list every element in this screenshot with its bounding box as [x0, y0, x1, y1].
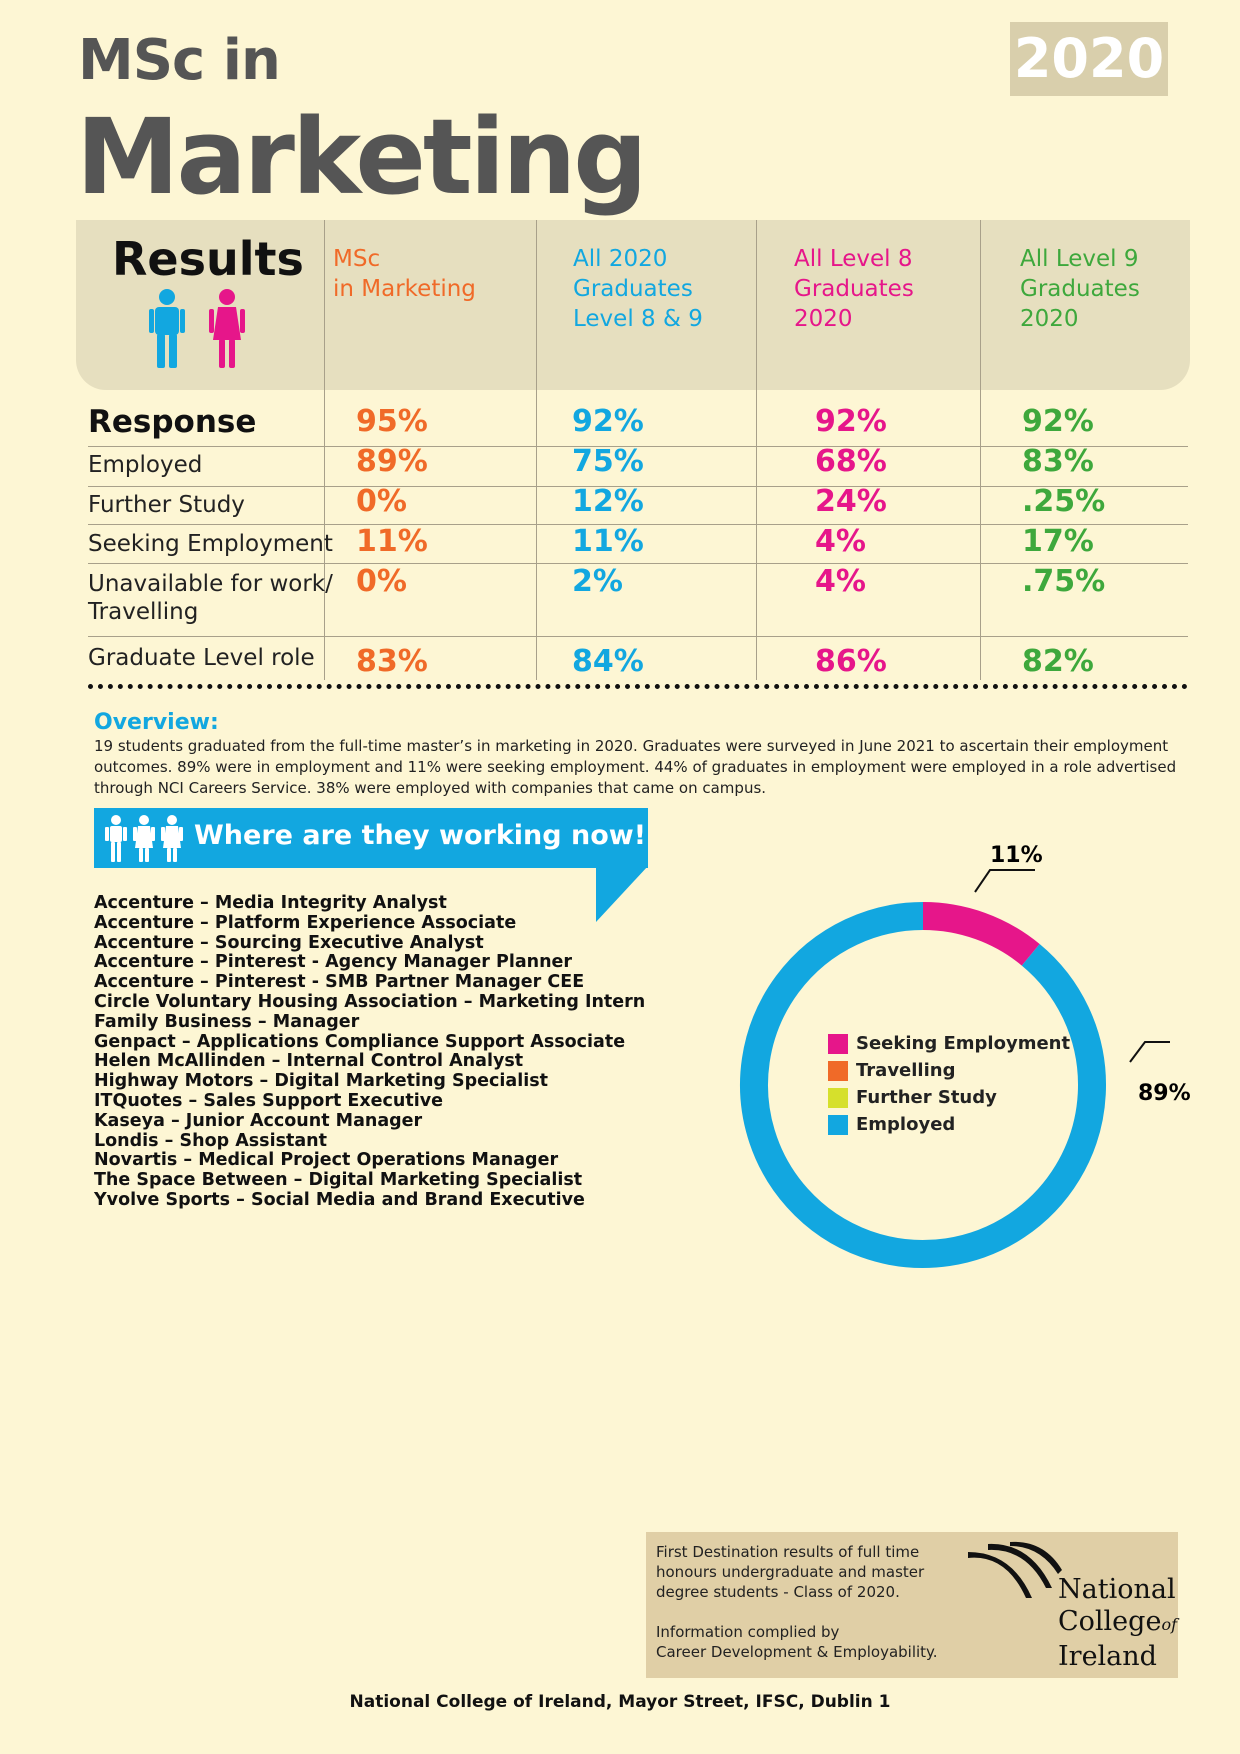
table-cell: 24%: [815, 484, 887, 519]
table-cell: 2%: [572, 564, 623, 599]
table-cell: 86%: [815, 644, 887, 679]
label-leader-line: [975, 870, 1035, 892]
table-cell: 4%: [815, 564, 866, 599]
list-item: ITQuotes – Sales Support Executive: [94, 1090, 443, 1111]
table-cell: .75%: [1022, 564, 1106, 599]
row-label-graduate-level-role: Graduate Level role: [88, 645, 315, 671]
logo-line: Ireland: [1058, 1641, 1157, 1672]
legend-swatch: [828, 1088, 848, 1108]
nci-logo-text: [1058, 1574, 1177, 1673]
table-cell: 0%: [356, 484, 407, 519]
list-item: The Space Between – Digital Marketing Specialist: [94, 1170, 583, 1191]
column-divider: [980, 220, 981, 680]
legend-label: Seeking Employment: [856, 1033, 1071, 1054]
legend-item: [828, 1084, 1070, 1111]
footer-line: Information complied by: [656, 1623, 840, 1641]
row-label-seeking-employment: Seeking Employment: [88, 531, 333, 557]
overview-text: 19 students graduated from the full-time master’s in marketing in 2020. Graduates were surveyed in June 2021 to ascertain their employment outcomes. 89% were in employment and 11% were seeking employment. 44% of graduates in employment were employed in a role advertised through NCI Careers Service. 38% were employed with companies that came on campus.: [94, 737, 1177, 797]
list-item: Yvolve Sports – Social Media and Brand Executive: [94, 1189, 585, 1210]
table-cell: 84%: [572, 644, 644, 679]
list-item: Circle Voluntary Housing Association – Marketing Intern: [94, 991, 646, 1012]
row-divider: [88, 636, 1188, 637]
year-badge: 2020: [1010, 22, 1168, 96]
column-header-line: MSc: [333, 246, 381, 272]
list-item: Family Business – Manager: [94, 1011, 360, 1032]
list-item: Londis – Shop Assistant: [94, 1130, 328, 1151]
footer-line: First Destination results of full time: [656, 1543, 920, 1561]
table-cell: 0%: [356, 564, 407, 599]
logo-of: of: [1161, 1615, 1177, 1634]
footer-note: [656, 1542, 956, 1662]
male-person-icon: [144, 288, 190, 370]
table-cell: 83%: [356, 644, 428, 679]
table-cell: 68%: [815, 444, 887, 479]
table-cell: 4%: [815, 524, 866, 559]
legend-label: Travelling: [856, 1060, 956, 1081]
column-header-msc: [333, 244, 476, 304]
footer-line: degree students - Class of 2020.: [656, 1583, 900, 1601]
row-label-employed: Employed: [88, 452, 203, 478]
column-header-line: Graduates: [1020, 276, 1140, 302]
legend-swatch: [828, 1061, 848, 1081]
column-header-line: Level 8 & 9: [573, 306, 703, 332]
table-cell: 75%: [572, 444, 644, 479]
legend-item: [828, 1057, 1070, 1084]
legend-item: [828, 1030, 1070, 1057]
page-title-line1: MSc in: [78, 28, 280, 93]
row-label-line: Travelling: [88, 599, 199, 625]
working-banner-title: Where are they working now!: [194, 820, 647, 851]
donut-slice-seeking-employment: [923, 916, 1031, 955]
table-cell: 92%: [1022, 404, 1094, 439]
table-cell: 92%: [572, 404, 644, 439]
column-header-all-2020: [573, 244, 703, 334]
table-cell: 11%: [572, 524, 644, 559]
people-group-icon: [104, 814, 184, 864]
list-item: Kaseya – Junior Account Manager: [94, 1110, 423, 1131]
list-item: Accenture – Media Integrity Analyst: [94, 893, 447, 913]
table-cell: 12%: [572, 484, 644, 519]
results-label: Results: [112, 232, 304, 286]
column-header-line: All Level 9: [1020, 246, 1139, 272]
table-cell: 92%: [815, 404, 887, 439]
table-cell: 83%: [1022, 444, 1094, 479]
list-item: Accenture – Sourcing Executive Analyst: [94, 932, 484, 953]
legend-swatch: [828, 1115, 848, 1135]
jobs-list: [94, 894, 645, 1211]
column-header-level8: [794, 244, 914, 334]
column-header-line: 2020: [794, 306, 853, 332]
legend-label: Employed: [856, 1114, 956, 1135]
column-header-line: 2020: [1020, 306, 1079, 332]
row-label-further-study: Further Study: [88, 492, 245, 518]
slice-label-employed: 89%: [1138, 1081, 1191, 1106]
female-person-icon: [204, 288, 250, 370]
list-item: Accenture – Pinterest - Agency Manager Planner: [94, 952, 573, 973]
overview-title: Overview:: [94, 710, 219, 735]
list-item: Genpact – Applications Compliance Support Associate: [94, 1031, 626, 1052]
table-cell: 11%: [356, 524, 428, 559]
table-cell: 17%: [1022, 524, 1094, 559]
footer-line: honours undergraduate and master: [656, 1563, 925, 1581]
table-cell: .25%: [1022, 484, 1106, 519]
list-item: Accenture – Platform Experience Associate: [94, 912, 517, 933]
row-label-line: Unavailable for work/: [88, 571, 333, 597]
column-header-line: Graduates: [794, 276, 914, 302]
column-divider: [536, 220, 537, 680]
slice-label-seeking: 11%: [990, 843, 1043, 868]
row-label-unavailable: [88, 570, 333, 626]
legend-swatch: [828, 1034, 848, 1054]
column-divider: [756, 220, 757, 680]
label-leader-line: [1130, 1042, 1170, 1062]
list-item: Accenture – Pinterest - SMB Partner Manager CEE: [94, 972, 585, 993]
list-item: Highway Motors – Digital Marketing Specialist: [94, 1071, 548, 1092]
list-item: Novartis – Medical Project Operations Manager: [94, 1150, 559, 1171]
table-cell: 89%: [356, 444, 428, 479]
legend-item: [828, 1111, 1070, 1138]
logo-line: [1058, 1606, 1177, 1641]
table-cell: 82%: [1022, 644, 1094, 679]
table-cell: 95%: [356, 404, 428, 439]
address: National College of Ireland, Mayor Street, IFSC, Dublin 1: [349, 1692, 891, 1712]
page-title-line2: Marketing: [76, 96, 645, 218]
column-header-line: in Marketing: [333, 276, 476, 302]
legend-label: Further Study: [856, 1087, 997, 1108]
chart-legend: [828, 1030, 1070, 1138]
column-header-line: All 2020: [573, 246, 668, 272]
column-header-line: All Level 8: [794, 246, 913, 272]
row-label-response: Response: [88, 404, 257, 440]
footer-line: Career Development & Employability.: [656, 1643, 938, 1661]
column-header-level9: [1020, 244, 1140, 334]
footer-spacer: [656, 1602, 956, 1622]
nci-logo-mark: [966, 1544, 1062, 1600]
logo-college: College: [1058, 1606, 1162, 1637]
logo-line: National: [1058, 1574, 1176, 1605]
list-item: Helen McAllinden – Internal Control Analyst: [94, 1051, 524, 1072]
column-header-line: Graduates: [573, 276, 693, 302]
dotted-divider: [88, 684, 1188, 689]
